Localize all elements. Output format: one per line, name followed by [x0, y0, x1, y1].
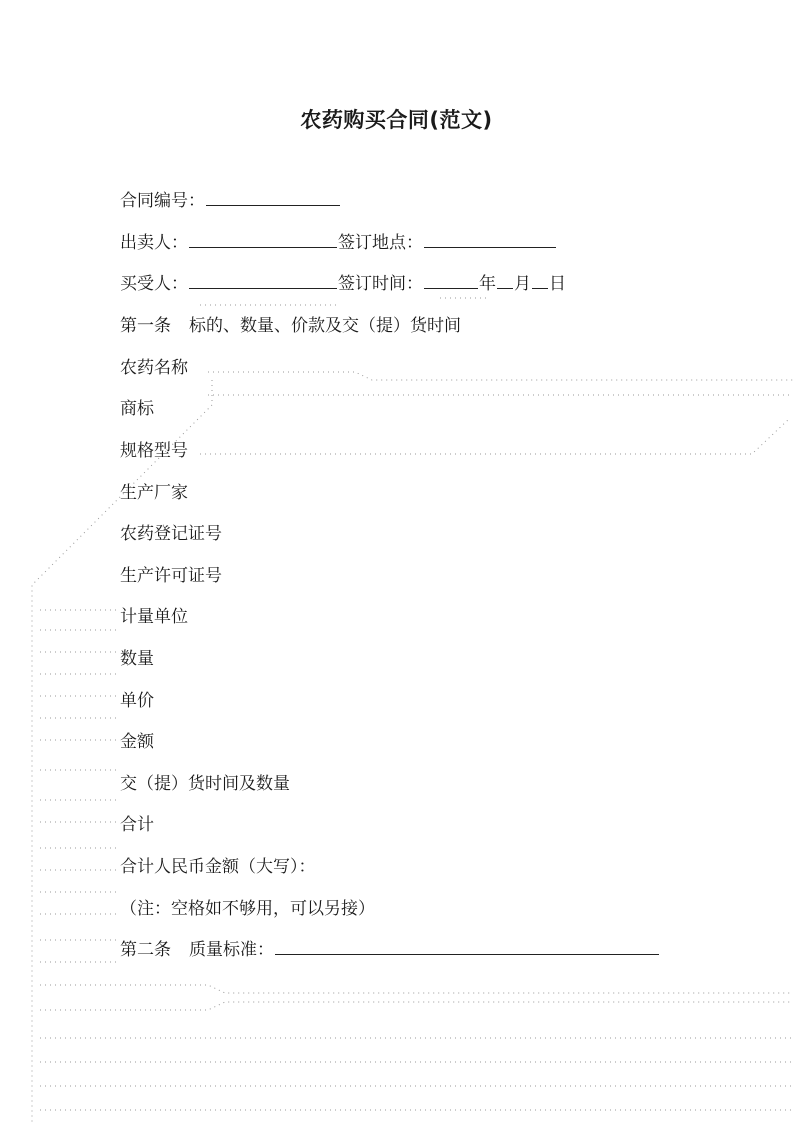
sign-time-label: 签订时间： [338, 274, 423, 294]
item-delivery-time: 交（提）货时间及数量 [120, 774, 290, 794]
item-total-rmb: 合计人民币金额（大写）： [120, 857, 316, 877]
day-label: 日 [549, 274, 566, 294]
item-manufacturer: 生产厂家 [120, 483, 188, 503]
contract-no-label: 合同编号： [120, 191, 205, 211]
item-unit-price: 单价 [120, 691, 154, 711]
item-total: 合计 [120, 815, 154, 835]
year-blank [424, 273, 478, 289]
article1-note: （注：空格如不够用，可以另接） [120, 899, 375, 919]
seller-blank [189, 232, 337, 248]
item-license-no: 生产许可证号 [120, 566, 222, 586]
article1-heading-row [120, 315, 461, 337]
quality-standard-blank [275, 939, 659, 955]
article1-title: 标的、数量、价款及交（提）货时间 [189, 316, 461, 336]
article2-row [120, 939, 660, 961]
seller-label: 出卖人： [120, 233, 188, 253]
contract-no-blank [206, 190, 340, 206]
year-label: 年 [479, 274, 496, 294]
buyer-blank [189, 273, 337, 289]
month-label: 月 [514, 274, 531, 294]
item-trademark: 商标 [120, 399, 154, 419]
page-title: 农药购买合同(范文) [300, 108, 493, 132]
contract-no-row [120, 190, 341, 212]
sign-place-blank [424, 232, 556, 248]
month-blank [497, 273, 513, 289]
sign-place-label: 签订地点： [338, 233, 423, 253]
day-blank [532, 273, 548, 289]
article2-number: 第二条 [120, 940, 171, 960]
article2-title: 质量标准： [189, 940, 274, 960]
buyer-label: 买受人： [120, 274, 188, 294]
buyer-row [120, 273, 566, 295]
item-pesticide-name: 农药名称 [120, 358, 188, 378]
item-spec-model: 规格型号 [120, 441, 188, 461]
seller-row [120, 232, 557, 254]
article1-number: 第一条 [120, 316, 171, 336]
item-registration-no: 农药登记证号 [120, 524, 222, 544]
item-unit: 计量单位 [120, 607, 188, 627]
item-quantity: 数量 [120, 649, 154, 669]
item-amount: 金额 [120, 732, 154, 752]
